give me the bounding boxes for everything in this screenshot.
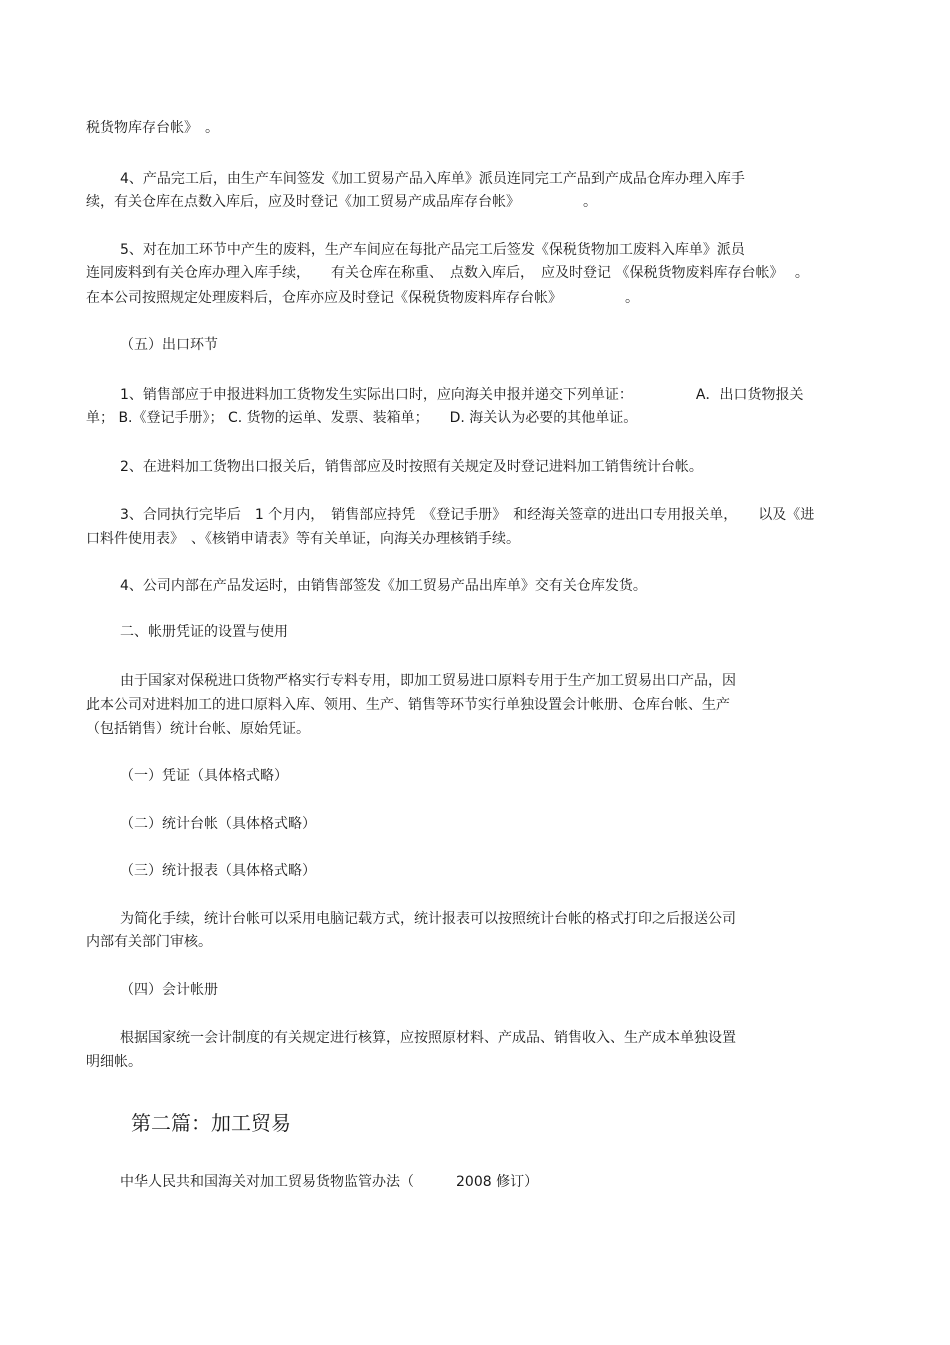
- paragraph-line: 单； B.《登记手册》； C. 货物的运单、发票、装箱单； D. 海关认为必要的其他单证。: [86, 410, 638, 426]
- section-heading: （五）出口环节: [120, 337, 218, 353]
- paragraph-line: （包括销售）统计台帐、原始凭证。: [86, 721, 310, 737]
- paragraph-line: 5、对在加工环节中产生的废料，生产车间应在每批产品完工后签发《保税货物加工废料入库单》派员: [120, 242, 745, 258]
- paragraph-line: 内部有关部门审核。: [86, 934, 212, 950]
- paragraph-line: 根据国家统一会计制度的有关规定进行核算，应按照原材料、产成品、销售收入、生产成本单独设置: [120, 1030, 736, 1046]
- paragraph-line: 续，有关仓库在点数入库后，应及时登记《加工贸易产成品库存台帐》 。: [86, 194, 597, 210]
- paragraph-line: 1、销售部应于申报进料加工货物发生实际出口时，应向海关申报并递交下列单证： A．出口货物报关: [120, 387, 804, 403]
- section-heading: 二、帐册凭证的设置与使用: [120, 624, 288, 640]
- paragraph-line: 连同废料到有关仓库办理入库手续， 有关仓库在称重、 点数入库后， 应及时登记 《保税货物废料库存台帐》 。: [86, 265, 809, 281]
- paragraph-line: 此本公司对进料加工的进口原料入库、领用、生产、销售等环节实行单独设置会计帐册、仓库台帐、生产: [86, 697, 730, 713]
- section-heading: （四）会计帐册: [120, 982, 218, 998]
- law-title: 中华人民共和国海关对加工贸易货物监管办法（ 2008 修订）: [120, 1174, 539, 1190]
- paragraph-line: 4、公司内部在产品发运时，由销售部签发《加工贸易产品出库单》交有关仓库发货。: [120, 578, 647, 594]
- chapter-title: 第二篇：加工贸易: [131, 1111, 291, 1135]
- paragraph-line: 在本公司按照规定处理废料后，仓库亦应及时登记《保税货物废料库存台帐》 。: [86, 290, 639, 306]
- paragraph-line: 口料件使用表》 、《核销申请表》等有关单证，向海关办理核销手续。: [86, 531, 520, 547]
- section-heading: （三）统计报表（具体格式略）: [120, 863, 316, 879]
- paragraph-line: 4、产品完工后，由生产车间签发《加工贸易产品入库单》派员连同完工产品到产成品仓库办理入库手: [120, 171, 745, 187]
- paragraph-line: 税货物库存台帐》 。: [86, 120, 219, 136]
- paragraph-line: 3、合同执行完毕后 1 个月内， 销售部应持凭 《登记手册》 和经海关签章的进出口专用报关单， 以及《进: [120, 507, 815, 523]
- paragraph-line: 为简化手续，统计台帐可以采用电脑记载方式，统计报表可以按照统计台帐的格式打印之后报送公司: [120, 911, 736, 927]
- section-heading: （一）凭证（具体格式略）: [120, 768, 288, 784]
- paragraph-line: 明细帐。: [86, 1054, 142, 1070]
- paragraph-line: 2、在进料加工货物出口报关后，销售部应及时按照有关规定及时登记进料加工销售统计台帐。: [120, 459, 703, 475]
- paragraph-line: 由于国家对保税进口货物严格实行专料专用，即加工贸易进口原料专用于生产加工贸易出口产品，因: [120, 673, 736, 689]
- section-heading: （二）统计台帐（具体格式略）: [120, 816, 316, 832]
